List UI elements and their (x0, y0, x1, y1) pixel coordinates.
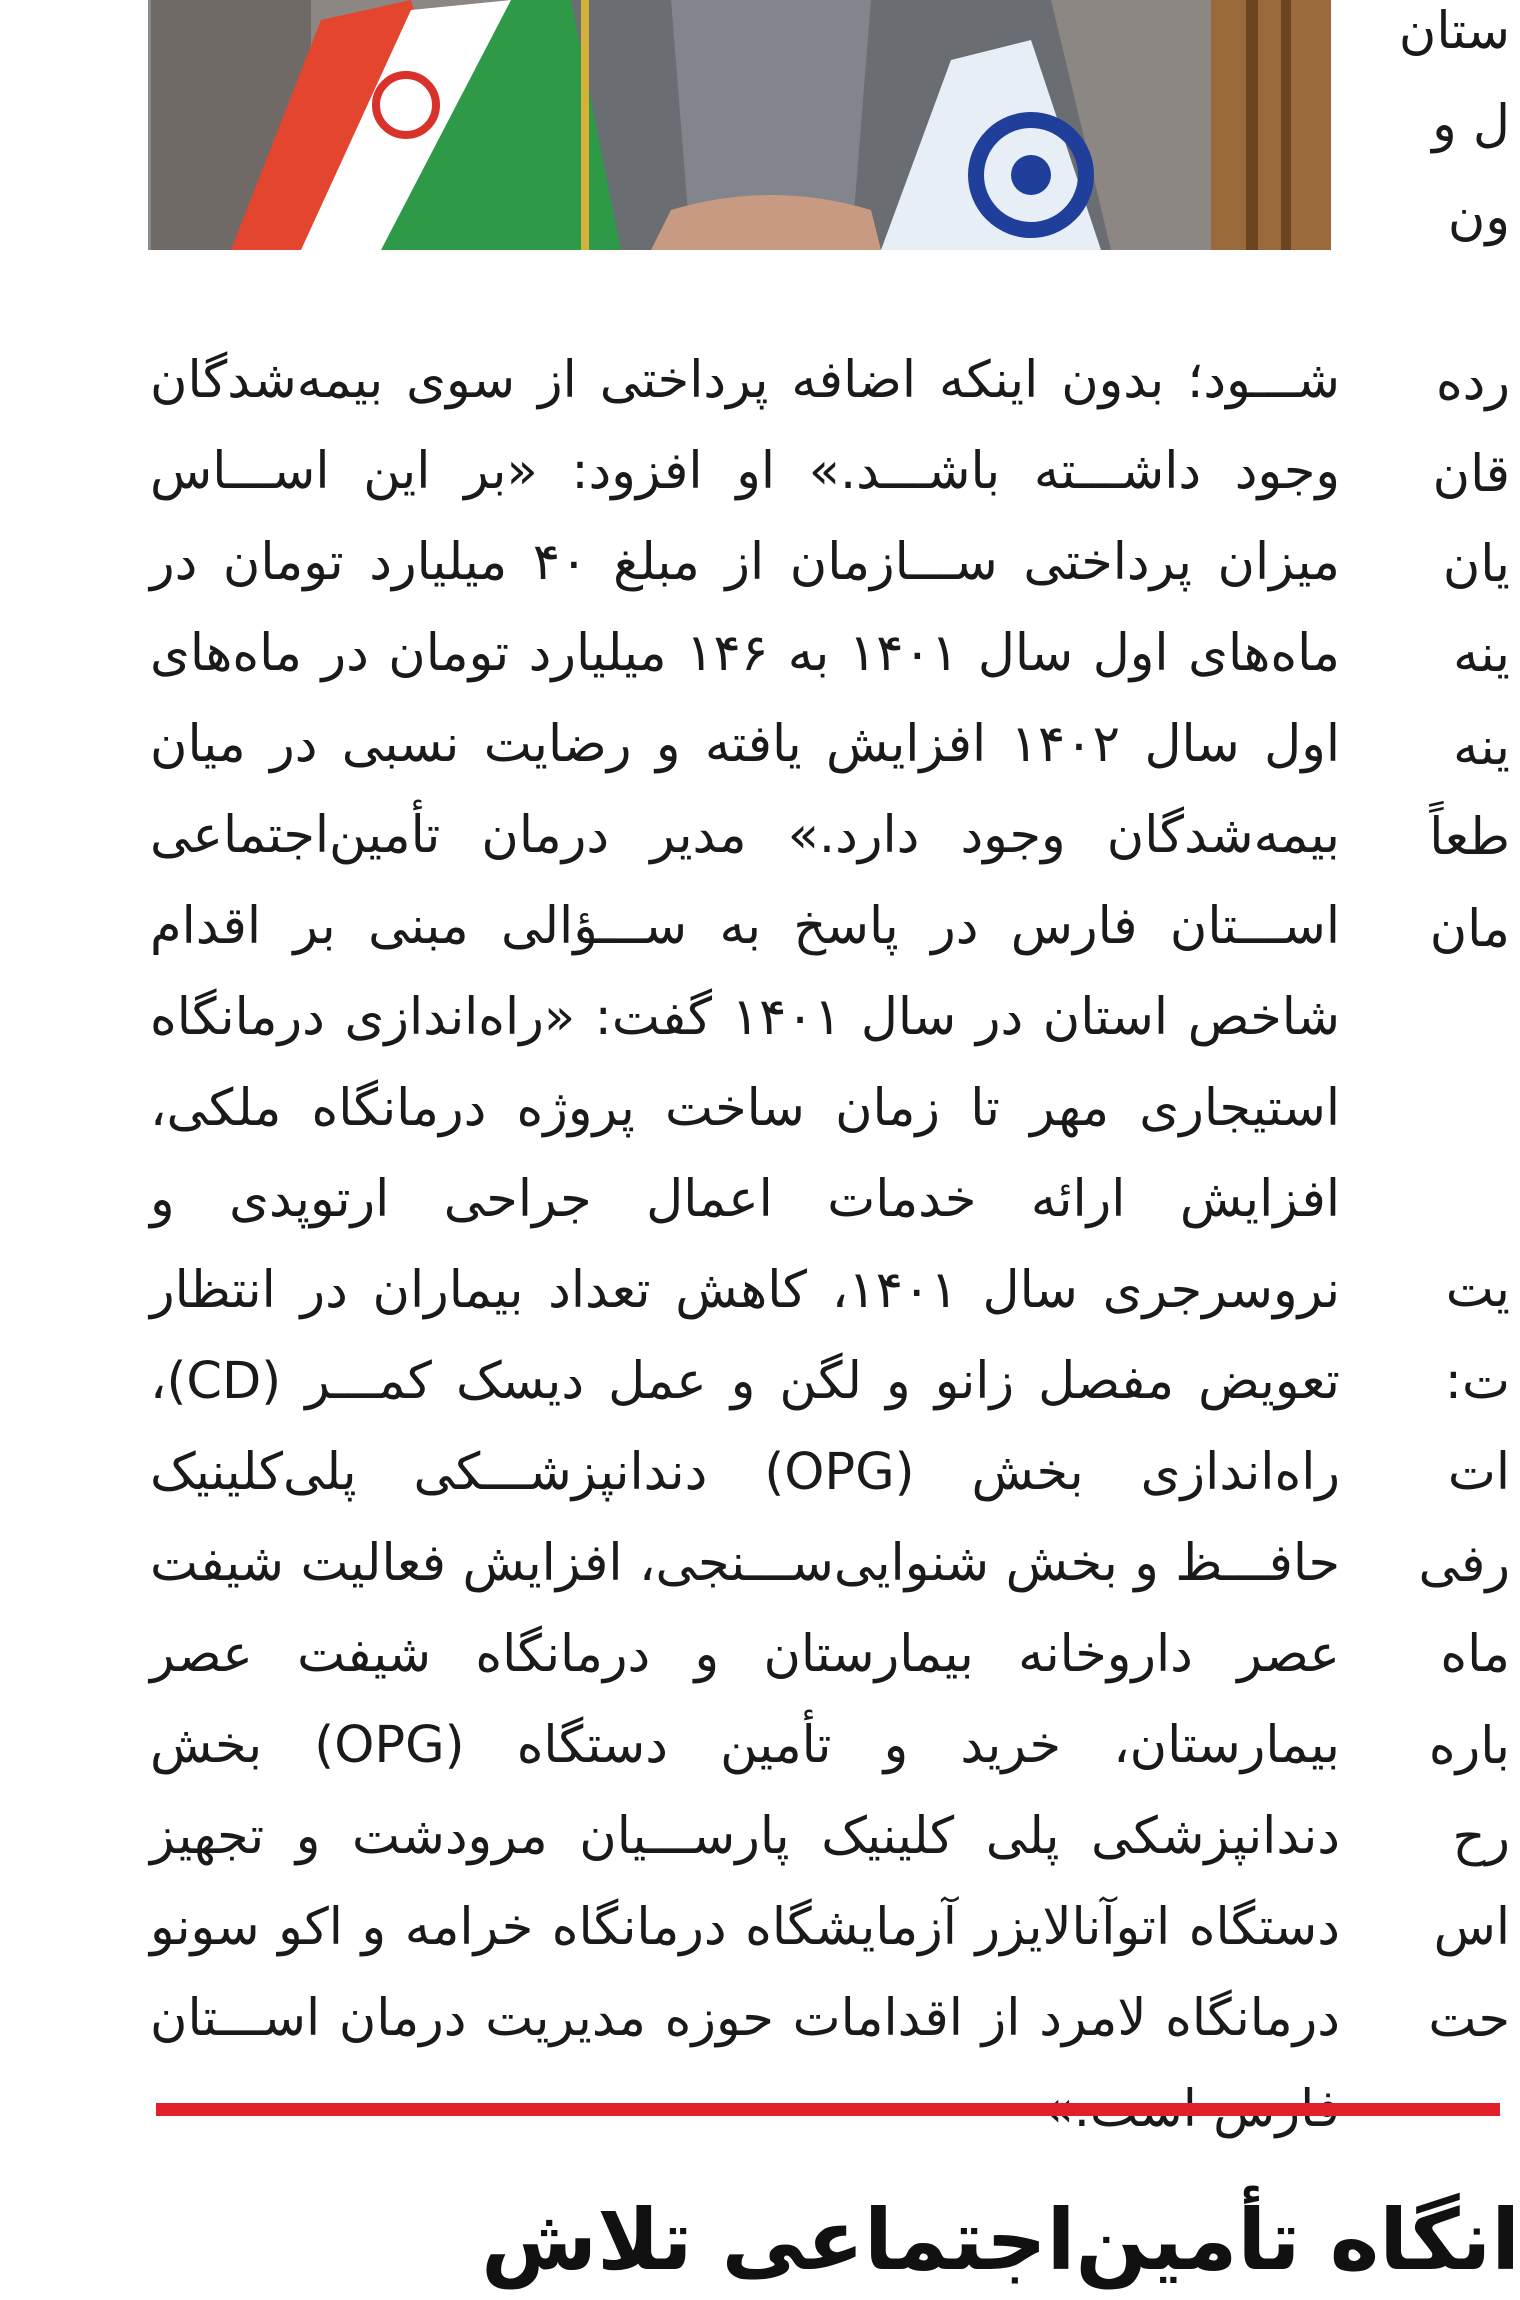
section-divider (156, 2103, 1500, 2116)
article-paragraph: شـــود؛ بدون اینکه اضافه پرداختی از سوی بیمه‌شدگان وجود داشـــته باشـــد.» او افزود: «بر این اســـاس میزان پرداختی ســـازمان از مبلغ ۴۰ میلیارد تومان در ماه‌های اول سال ۱۴۰۱ به ۱۴۶ میلیارد تومان در ماه‌های اول سال ۱۴۰۲ افزایش یافته و رضایت نسبی در میان بیمه‌شدگان وجود دارد.» مدیر درمان تأمین‌اجتماعی اســـتان فارس در پاسخ به ســـؤالی مبنی بر اقدام شاخص استان در سال ۱۴۰۱ گفت: «راه‌اندازی درمانگاه استیجاری مهر تا زمان ساخت پروژه درمانگاه ملکی، افزایش ارائه خدمات اعمال جراحی ارتوپدی و نروسرجری سال ۱۴۰۱، کاهش تعداد بیماران در انتظار تعویض مفصل زانو و لگن و عمل دیسک کمـــر (CD)، راه‌اندازی بخش (OPG) دندانپزشـــکی پلی‌کلینیک حافـــظ و بخش شنوایی‌ســـنجی، افزایش فعالیت شیفت عصر داروخانه بیمارستان و درمانگاه شیفت عصر بیمارستان، خرید و تأمین دستگاه (OPG) بخش دندانپزشکی پلی کلینیک پارســـیان مرودشت و تجهیز دستگاه اتوآنالایزر آزمایشگاه درمانگاه خرامه و اکو سونو درمانگاه لامرد از اقدامات حوزه مدیریت درمان اســـتان (150, 351, 1341, 2048)
side-line: ینه (1453, 718, 1510, 777)
side-line: باره (1428, 1717, 1510, 1776)
article-body-column (150, 335, 1340, 2155)
side-line: یت (1445, 1260, 1510, 1319)
side-line: رفی (1418, 1535, 1510, 1594)
side-line: ینه (1453, 625, 1510, 684)
article-photo (148, 0, 1328, 250)
side-line: یان (1442, 535, 1510, 594)
side-line: اس (1433, 1898, 1510, 1957)
side-line: ت: (1444, 1352, 1510, 1411)
side-line: رح (1452, 1808, 1510, 1867)
next-article-headline: ِانگاه تأمین‌اجتماعی تلاش (481, 2191, 1520, 2289)
side-line: قان (1432, 445, 1510, 504)
side-line: ماه (1440, 1625, 1510, 1684)
side-line: رده (1435, 353, 1510, 412)
side-line: طعاً (1429, 808, 1510, 867)
side-line: ون (1447, 188, 1510, 247)
side-line: ستان (1398, 2, 1510, 61)
side-line: ل و (1432, 95, 1510, 154)
side-line: ات (1447, 1443, 1510, 1502)
adjacent-column-fragment (1398, 0, 1510, 2070)
side-line: حت (1428, 1990, 1510, 2049)
side-line: مان (1429, 900, 1510, 959)
